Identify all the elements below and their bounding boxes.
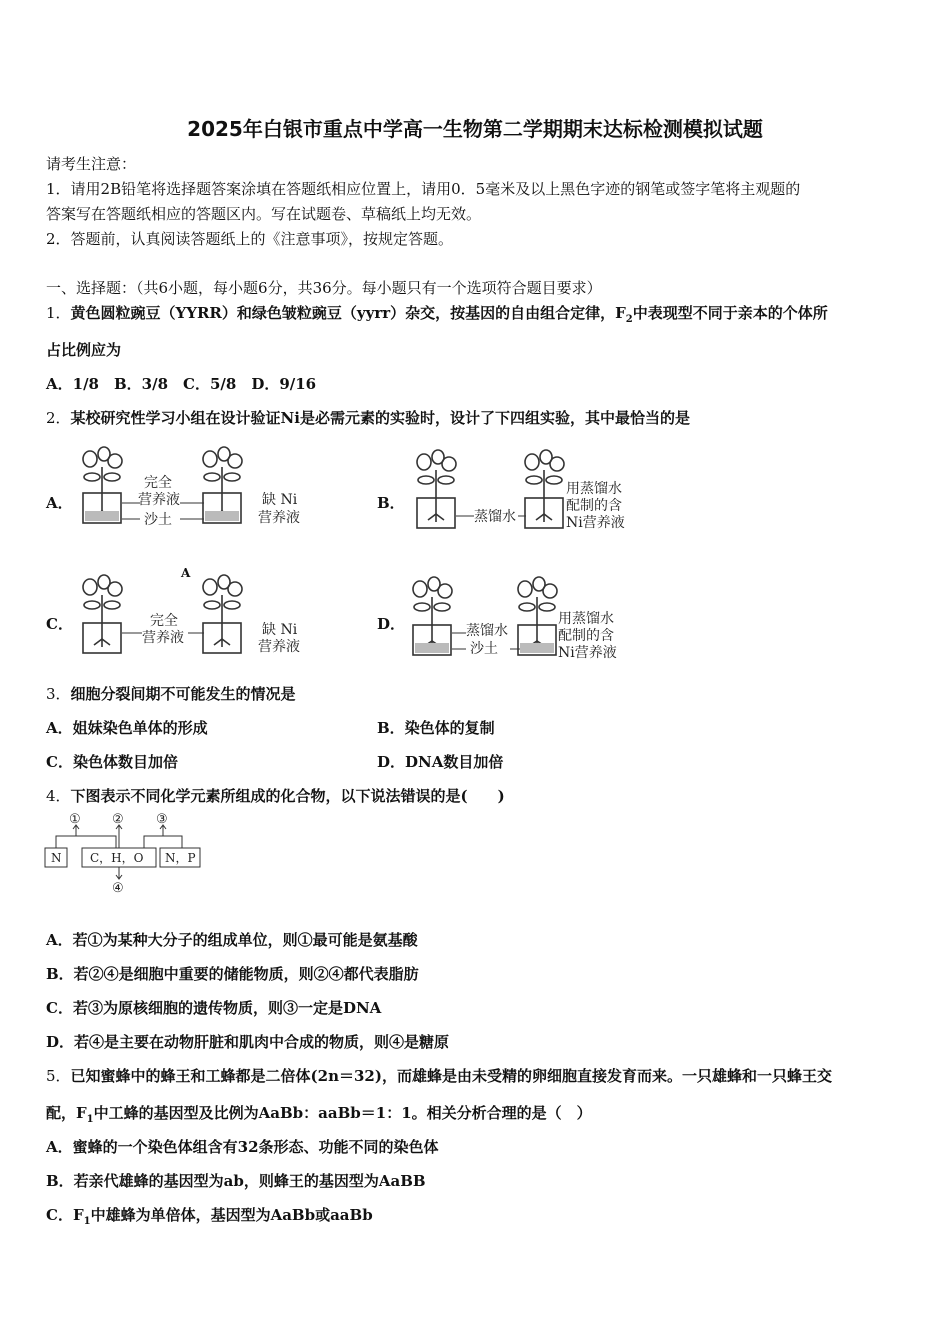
circle-1: ① <box>69 812 81 827</box>
notice-line-1b: 答案写在答题纸相应的答题区内。写在试题卷、草稿纸上均无效。 <box>46 205 482 223</box>
plant-icon <box>417 450 456 528</box>
question-3-option-a: A．姐妹染色单体的形成 <box>46 719 208 737</box>
page-title: 2025年白银市重点中学高一生物第二学期期末达标检测模拟试题 <box>187 117 763 141</box>
question-5-text-a: 已知蜜蜂中的蜂王和工蜂都是二倍体(2n＝32)，而雄蜂是由未受精的卵细胞直接发育而来。一只雄蜂和一只蜂王交 <box>70 1067 832 1085</box>
question-1-text-a: 黄色圆粒豌豆（YYRR）和绿色皱粒豌豆（yyrr）杂交，按基因的自由组合定律，F <box>70 304 626 322</box>
label-prepared-1: 用蒸馏水 <box>558 611 614 627</box>
subscript: 1 <box>86 1114 94 1125</box>
plant-icon <box>203 575 242 653</box>
label-nutrient: 营养液 <box>138 492 180 508</box>
question-5-option-c <box>46 1204 373 1227</box>
circle-3: ③ <box>156 812 168 827</box>
figure-option-d <box>410 577 640 662</box>
question-5-option-a: A．蜜蜂的一个染色体组含有32条形态、功能不同的染色体 <box>46 1138 439 1156</box>
question-4-option-c: C．若③为原核细胞的遗传物质，则③一定是DNA <box>46 999 382 1017</box>
plant-icon <box>525 450 564 528</box>
option-label-c: C． <box>46 615 73 633</box>
question-3 <box>46 683 296 704</box>
question-1-text-b: 中表现型不同于亲本的个体所 <box>632 304 828 322</box>
question-3-option-c: C．染色体数目加倍 <box>46 753 178 771</box>
question-1-options: A．1/8 B．3/8 C．5/8 D．9/16 <box>46 375 317 393</box>
plant-icon <box>203 447 242 523</box>
question-2 <box>46 407 690 428</box>
plant-icon <box>83 447 122 523</box>
option-label-a: A． <box>46 494 73 512</box>
question-number: 2． <box>46 409 71 427</box>
question-4 <box>46 785 505 806</box>
question-2-text: 某校研究性学习小组在设计验证Ni是必需元素的实验时，设计了下四组实验，其中最恰当的是 <box>70 409 690 427</box>
box-np-label: N，P <box>165 851 196 865</box>
question-5-option-b: B．若亲代雄蜂的基因型为ab，则蜂王的基因型为AaBB <box>46 1172 426 1190</box>
question-3-option-d: D．DNA数目加倍 <box>377 753 504 771</box>
label-lack-ni: 缺 Ni <box>262 492 298 508</box>
label-prepared-3: Ni营养液 <box>558 645 617 661</box>
figure-option-a <box>80 447 320 532</box>
question-number: 5． <box>46 1067 71 1085</box>
label-prepared-2: 配制的含 <box>558 628 614 644</box>
label-nutrient: 营养液 <box>142 630 184 646</box>
circle-4: ④ <box>112 881 124 896</box>
label-lack-ni: 缺 Ni <box>262 622 298 638</box>
label-distilled-water: 蒸馏水 <box>466 623 508 639</box>
notice-heading: 请考生注意： <box>46 155 137 173</box>
question-number: 3． <box>46 685 71 703</box>
notice-line-1a: 1．请用2B铅笔将选择题答案涂填在答题纸相应位置上，请用0．5毫米及以上黑色字迹的钢笔或签字笔将主观题的 <box>46 180 801 198</box>
subscript: 2 <box>625 314 633 325</box>
option-c-text: 中雄蜂为单倍体，基因型为AaBb或aaBb <box>90 1206 373 1224</box>
label-sand: 沙土 <box>144 512 172 528</box>
question-5 <box>46 1065 832 1086</box>
question-4-option-d: D．若④是主要在动物肝脏和肌肉中合成的物质，则④是糖原 <box>46 1033 450 1051</box>
notice-line-2: 2．答题前，认真阅读答题纸上的《注意事项》，按规定答题。 <box>46 230 454 248</box>
label-nutrient: 营养液 <box>258 639 300 655</box>
label-complete: 完全 <box>150 613 178 629</box>
question-3-option-b: B．染色体的复制 <box>377 719 495 737</box>
plant-icon <box>413 577 452 655</box>
label-prepared-3: Ni营养液 <box>566 515 625 531</box>
question-4-option-b: B．若②④是细胞中重要的储能物质，则②④都代表脂肪 <box>46 965 419 983</box>
option-c-prefix: C．F <box>46 1206 84 1224</box>
question-4-text: 下图表示不同化学元素所组成的化合物，以下说法错误的是( ) <box>70 787 505 805</box>
section-heading: 一、选择题：（共6小题，每小题6分，共36分。每小题只有一个选项符合题目要求） <box>46 279 602 297</box>
label-distilled-water: 蒸馏水 <box>474 509 516 525</box>
circle-2: ② <box>112 812 124 827</box>
label-nutrient: 营养液 <box>258 510 300 526</box>
box-n-label: N <box>51 851 62 865</box>
question-5-text-b <box>46 1102 592 1125</box>
box-cho-label: C，H，O <box>90 851 144 865</box>
figure-option-c <box>80 575 320 660</box>
question-3-text: 细胞分裂间期不可能发生的情况是 <box>70 685 296 703</box>
label-complete: 完全 <box>144 475 172 491</box>
question-number: 1． <box>46 304 71 322</box>
question-1 <box>46 302 828 325</box>
figure-option-b <box>414 450 644 535</box>
question-1-text-c: 占比例应为 <box>46 341 122 359</box>
stray-mark: A <box>181 566 191 580</box>
label-prepared-2: 配制的含 <box>566 498 622 514</box>
subscript: 1 <box>83 1216 91 1227</box>
question-5-text-b2: 中工蜂的基因型及比例为AaBb：aaBb＝1：1。相关分析合理的是（ ） <box>93 1104 592 1122</box>
option-label-d: D． <box>377 615 406 633</box>
question-4-option-a: A．若①为某种大分子的组成单位，则①最可能是氨基酸 <box>46 931 418 949</box>
element-compound-diagram <box>44 812 214 894</box>
label-sand: 沙土 <box>470 641 498 657</box>
label-prepared-1: 用蒸馏水 <box>566 481 622 497</box>
plant-icon <box>518 577 557 655</box>
question-number: 4． <box>46 787 71 805</box>
option-label-b: B． <box>377 494 405 512</box>
question-5-text-b1: 配，F <box>46 1104 87 1122</box>
plant-icon <box>83 575 122 653</box>
